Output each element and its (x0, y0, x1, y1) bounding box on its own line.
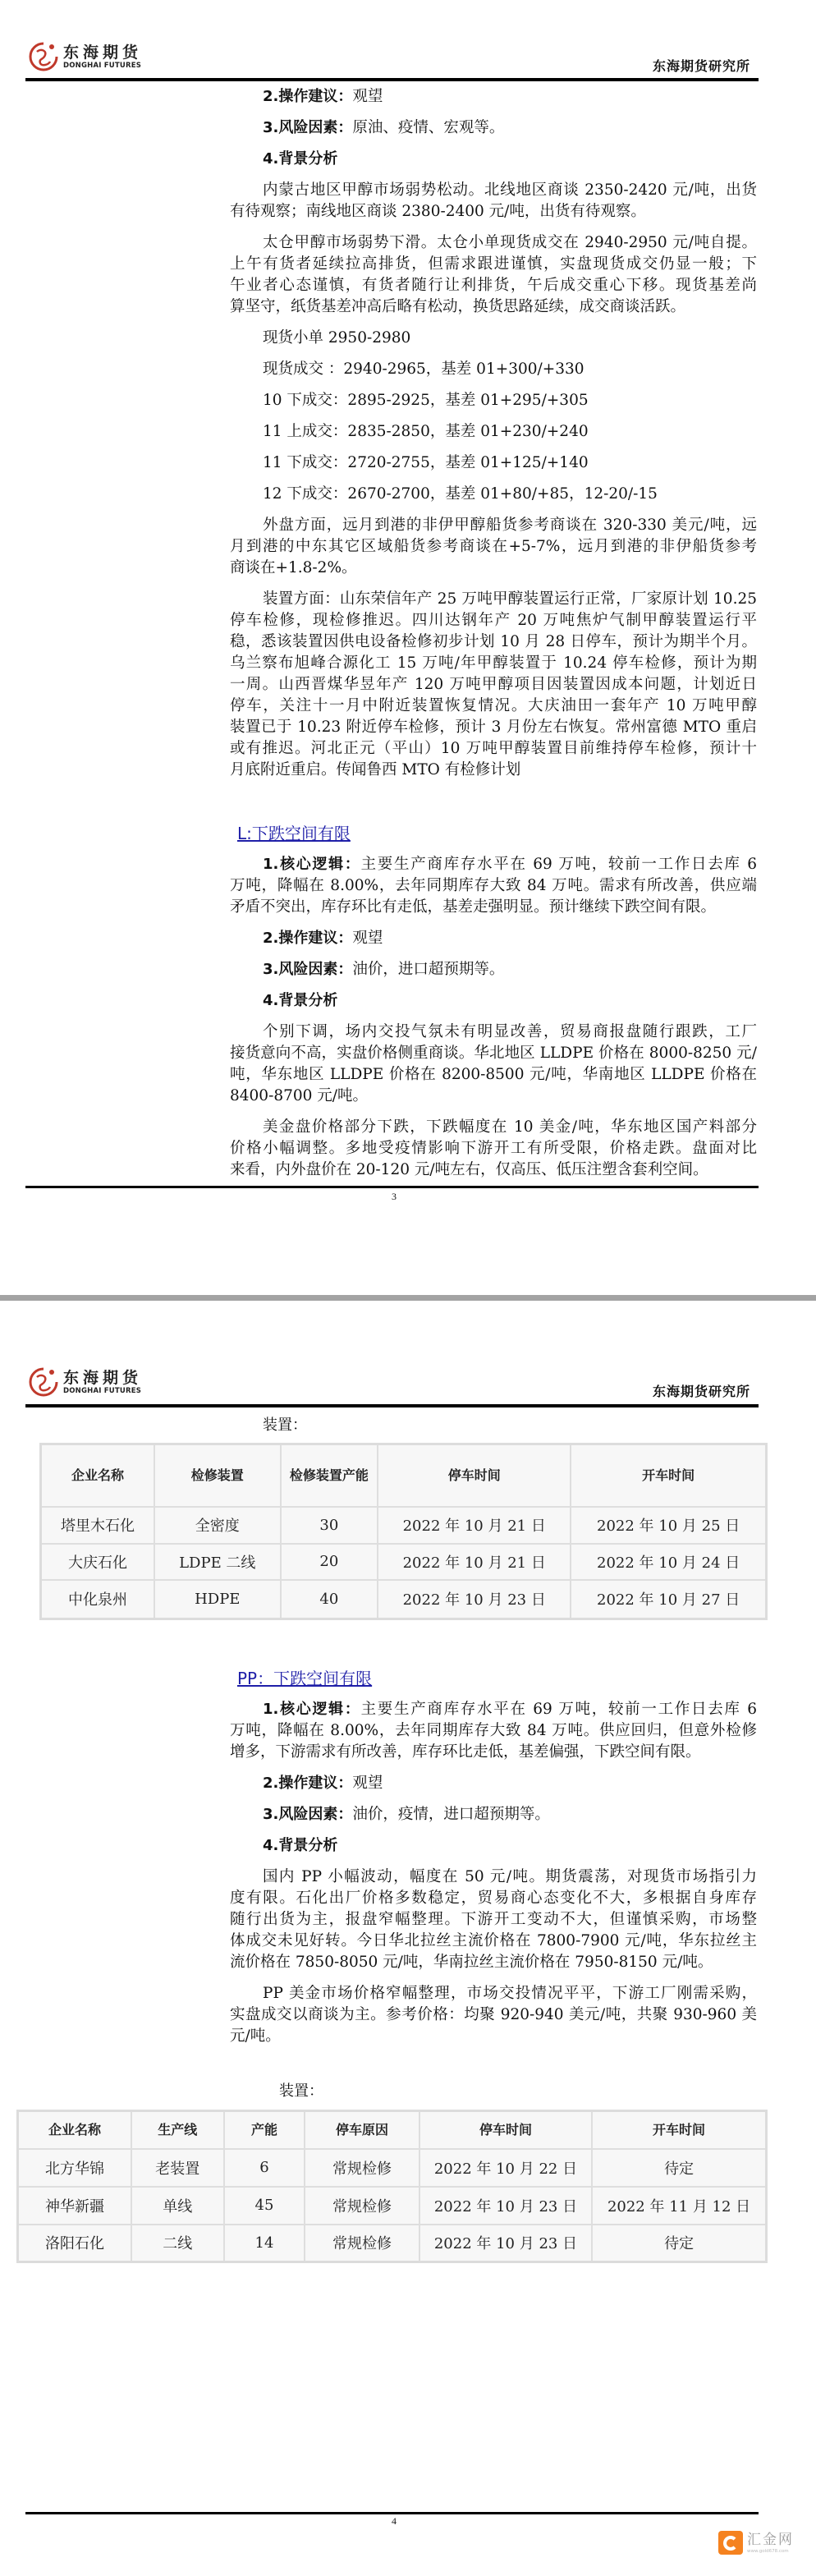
paragraph (230, 589, 757, 781)
table-row (41, 1507, 767, 1544)
text-line (230, 897, 757, 918)
text-line (230, 536, 757, 558)
table-row (18, 2225, 767, 2262)
item-label: 3.风险因素： (263, 1806, 353, 1823)
column-header: 停车时间 (419, 2111, 592, 2149)
donghai-logo (27, 1365, 146, 1399)
item-text: 内蒙古地区甲醇市场弱势松动。北线地区商谈 2350-2420 元/吨，出货 (263, 181, 757, 199)
item-text: 流价格在 7850-8050 元/吨，华南拉丝主流价格在 7950-8150 元/吨。 (230, 1954, 713, 1971)
watermark-url: www.gold678.com (747, 2548, 789, 2554)
item-text: 随行出货为主，报盘窄幅整理。下游开工变动不大，但谨慎采购，市场整 (230, 1911, 757, 1928)
table-row (41, 1580, 767, 1619)
table-cell: 二线 (131, 2225, 224, 2262)
item-text: 停车检修，现检修推迟。四川达钢年产 20 万吨焦炉气制甲醇装置运行平 (230, 612, 757, 629)
table-row (41, 1544, 767, 1580)
item-text: 太仓甲醇市场弱势下滑。太仓小单现货成交在 2940-2950 元/吨自提。 (263, 234, 757, 251)
table-header-row (18, 2111, 767, 2149)
table-cell: 2022 年 10 月 21 日 (378, 1544, 571, 1580)
item-text: 油价，疫情，进口超预期等。 (352, 1806, 550, 1823)
item-text: 12 下成交：2670-2700，基差 01+80/+85，12-20/-15 (263, 485, 658, 503)
paragraph (230, 928, 757, 949)
table-cell: 2022 年 10 月 23 日 (419, 2225, 592, 2262)
text-line (230, 631, 757, 653)
header-rule (25, 1404, 759, 1407)
table-cell: 待定 (592, 2225, 766, 2262)
text-line (230, 180, 757, 201)
table-cell: 单线 (131, 2187, 224, 2225)
pp-devices-label: 装置： (279, 2082, 323, 2100)
text-line (230, 149, 757, 170)
table-cell: 2022 年 10 月 23 日 (378, 1580, 571, 1619)
table-cell: 6 (224, 2149, 305, 2187)
column-header: 检修装置 (154, 1444, 281, 1507)
table-cell: 2022 年 10 月 27 日 (571, 1580, 766, 1619)
table-cell: 45 (224, 2187, 305, 2225)
table-cell: 待定 (592, 2149, 766, 2187)
paragraph (230, 1699, 757, 1763)
watermark-name: 汇金网 (747, 2531, 794, 2548)
table-cell: HDPE (154, 1580, 281, 1619)
paragraph (230, 117, 757, 139)
text-line (230, 2004, 757, 2026)
item-text: 8400-8700 元/吨。 (230, 1087, 369, 1104)
text-line (230, 1835, 757, 1857)
logo-cn-text: 东海期货 (63, 43, 143, 62)
item-text: 增多，下游需求有所改善，库存环比走低，基差偏强，下跌空间有限。 (230, 1743, 701, 1761)
paragraph (230, 232, 757, 318)
text-line (230, 610, 757, 631)
item-text: 来看，内外盘价在 20-120 元/吨左右，仅高压、低压注塑含套利空间。 (230, 1161, 708, 1178)
item-text: 11 上成交：2835-2850，基差 01+230/+240 (263, 423, 589, 440)
item-text: 观望 (352, 88, 383, 105)
paragraph (230, 484, 757, 505)
column-header: 开车时间 (571, 1444, 766, 1507)
item-text: 矛盾不突出，库存环比有走低，基差走强明显。预计继续下跌空间有限。 (230, 898, 717, 916)
item-label: 1.核心逻辑： (263, 856, 361, 873)
l-devices-label: 装置： (263, 1417, 307, 1434)
column-header: 企业名称 (18, 2111, 132, 2149)
text-line (230, 854, 757, 875)
logo-en-text: DONGHAI FUTURES (63, 61, 142, 70)
item-text: 油价，进口超预期等。 (352, 961, 505, 978)
text-line (230, 1909, 757, 1931)
paragraph (230, 1983, 757, 2047)
item-label: 2.操作建议： (263, 930, 353, 947)
page-number: 4 (392, 2515, 397, 2527)
paragraph (230, 1773, 757, 1794)
text-line (230, 990, 757, 1012)
donghai-logo (27, 39, 146, 74)
table-cell: 20 (281, 1544, 378, 1580)
text-line (230, 717, 757, 738)
table-cell: 2022 年 10 月 25 日 (571, 1507, 766, 1544)
table-cell: 北方华锦 (18, 2149, 132, 2187)
text-line (230, 1720, 757, 1742)
paragraph (230, 1022, 757, 1107)
paragraph (230, 854, 757, 918)
item-text: 乌兰察布旭峰合源化工 15 万吨/年甲醇装置于 10.24 停车检修，预计为期 (230, 654, 757, 672)
table-cell: 2022 年 10 月 24 日 (571, 1544, 766, 1580)
text-line (230, 328, 757, 349)
table-cell: 老装置 (131, 2149, 224, 2187)
item-text: 现货小单 2950-2980 (263, 329, 411, 347)
item-text: 装置方面：山东荣信年产 25 万吨甲醇装置运行正常，厂家原计划 10.25 (263, 590, 757, 608)
table-cell: 常规检修 (305, 2225, 419, 2262)
text-line (230, 1773, 757, 1794)
text-line (230, 558, 757, 579)
text-line (230, 86, 757, 108)
item-text: 稳，悉该装置因供电设备检修初步计划 10 月 28 日停车，预计为期半个月。 (230, 633, 757, 650)
item-text: 实盘成交以商谈为主。参考价格：均聚 920-940 美元/吨，共聚 930-960 美 (230, 2006, 757, 2023)
paragraph (230, 149, 757, 170)
item-text: 万吨，降幅在 8.00%，去年同期库存大致 84 万吨。供应回归，但意外检修 (230, 1722, 757, 1739)
item-text: 商谈在+1.8-2%。 (230, 559, 357, 576)
text-line (230, 1867, 757, 1888)
header-rule (25, 78, 759, 81)
pp-section-heading-link[interactable]: PP：下跌空间有限 (237, 1669, 373, 1688)
item-text: 有待观察；南线地区商谈 2380-2400 元/吨，出货有待观察。 (230, 203, 646, 220)
item-text: 体成交未见好转。今日华北拉丝主流价格在 7800-7900 元/吨，华东拉丝主 (230, 1932, 757, 1949)
huijin-watermark (718, 2531, 794, 2555)
item-text: 10 下成交：2895-2925，基差 01+295/+305 (263, 392, 589, 409)
item-text: 主要生产商库存水平在 69 万吨，较前一工作日去库 6 (360, 856, 757, 873)
table-cell: 洛阳石化 (18, 2225, 132, 2262)
paragraph (230, 86, 757, 108)
text-line (230, 738, 757, 760)
table-cell: 14 (224, 2225, 305, 2262)
column-header: 检修装置产能 (281, 1444, 378, 1507)
text-line (230, 696, 757, 717)
item-text: 万吨，降幅在 8.00%，去年同期库存大致 84 万吨。需求有所改善，供应端 (230, 877, 757, 894)
huijin-logo-icon (718, 2531, 743, 2555)
text-line (230, 1952, 757, 1973)
text-line (230, 1888, 757, 1909)
paragraph (230, 452, 757, 474)
text-line (230, 2026, 757, 2047)
text-line (230, 201, 757, 223)
item-text: 美金盘价格部分下跌，下跌幅度在 10 美金/吨，华东地区国产料部分 (263, 1118, 757, 1136)
item-text: 现货成交 ：2940-2965，基差 01+300/+330 (263, 360, 584, 378)
text-line (230, 674, 757, 696)
institute-name: 东海期货研究所 (652, 1384, 750, 1399)
pp-section (230, 1668, 757, 2047)
logo-cn-text: 东海期货 (63, 1368, 143, 1387)
pp-section-heading (230, 1668, 757, 1689)
l-devices-table (39, 1443, 768, 1620)
l-section-heading (230, 823, 757, 844)
text-line (230, 1931, 757, 1952)
page-3-body (230, 86, 757, 1181)
table-cell: 2022 年 10 月 21 日 (378, 1507, 571, 1544)
text-line (230, 1699, 757, 1720)
item-text: 月到港的中东其它区域船货参考商谈在+5-7%，远月到港的非伊船货参考 (230, 538, 757, 555)
paragraph (230, 959, 757, 980)
item-text: 原油、疫情、宏观等。 (352, 119, 505, 136)
table-cell: 2022 年 10 月 23 日 (419, 2187, 592, 2225)
item-text: 一周。山西晋煤华昱年产 120 万吨甲醇项目因装置因成本问题，计划近日 (230, 676, 757, 693)
table-cell: 中化泉州 (41, 1580, 154, 1619)
item-label: 4.背景分析 (263, 992, 338, 1009)
table-row (18, 2149, 767, 2187)
item-label: 4.背景分析 (263, 1837, 338, 1854)
paragraph (230, 1835, 757, 1857)
text-line (230, 275, 757, 296)
item-text: 价格小幅调整。多地受疫情影响下游开工有所受限，价格走跌。盘面对比 (230, 1140, 757, 1157)
text-line (230, 515, 757, 536)
item-label: 2.操作建议： (263, 1775, 353, 1792)
item-text: 外盘方面，远月到港的非伊甲醇船货参考商谈在 320-330 美元/吨，远 (263, 517, 757, 534)
table-cell: 40 (281, 1580, 378, 1619)
column-header: 产能 (224, 2111, 305, 2149)
item-text: 11 下成交：2720-2755，基差 01+125/+140 (263, 454, 589, 471)
text-line (230, 1064, 757, 1086)
paragraph (230, 1117, 757, 1181)
text-line (230, 1804, 757, 1825)
item-text: PP 美金市场价格窄幅整理，市场交投情况平平，下游工厂刚需采购， (263, 1985, 757, 2002)
table-cell: 塔里木石化 (41, 1507, 154, 1544)
table-cell: 30 (281, 1507, 378, 1544)
text-line (230, 296, 757, 318)
item-text: 停车，关注十一月中附近装置恢复情况。大庆油田一套年产 10 万吨甲醇 (230, 697, 757, 714)
institute-name: 东海期货研究所 (652, 58, 750, 74)
item-text: 吨，华东地区 LLDPE 价格在 8200-8500 元/吨，华南地区 LLDPE 价格在 (230, 1066, 757, 1083)
item-text: 国内 PP 小幅波动，幅度在 50 元/吨。期货震荡，对现货市场指引力 (263, 1868, 757, 1885)
table-row (18, 2187, 767, 2225)
column-header: 企业名称 (41, 1444, 154, 1507)
paragraph (230, 990, 757, 1012)
item-text: 午业者心态谨慎，有货者随行让利排货，午后成交重心下移。现货基差尚 (230, 277, 757, 294)
item-label: 3.风险因素： (263, 119, 353, 136)
item-text: 个别下调，场内交投气氛未有明显改善，贸易商报盘随行跟跌，工厂 (263, 1023, 757, 1040)
text-line (230, 484, 757, 505)
text-line (230, 959, 757, 980)
item-text: 元/吨。 (230, 2027, 281, 2045)
item-text: 接货意向不高，实盘价格侧重商谈。华北地区 LLDPE 价格在 8000-8250 元/ (230, 1045, 757, 1062)
item-label: 1.核心逻辑： (263, 1701, 361, 1718)
footer-rule (25, 1186, 759, 1188)
item-text: 观望 (352, 930, 383, 947)
table-cell: 2022 年 11 月 12 日 (592, 2187, 766, 2225)
table-cell: 2022 年 10 月 22 日 (419, 2149, 592, 2187)
pp-devices-table (16, 2110, 768, 2263)
item-label: 4.背景分析 (263, 150, 338, 168)
table-cell: 常规检修 (305, 2149, 419, 2187)
column-header: 生产线 (131, 2111, 224, 2149)
text-line (230, 760, 757, 781)
item-text: 装置已于 10.23 附近停车检修，预计 3 月份左右恢复。常州富德 MTO 重启 (230, 719, 757, 736)
column-header: 停车时间 (378, 1444, 571, 1507)
text-line (230, 1086, 757, 1107)
item-text: 主要生产商库存水平在 69 万吨，较前一工作日去库 6 (360, 1701, 757, 1718)
item-text: 观望 (352, 1775, 383, 1792)
item-text: 上午有货者延续拉高排货，但需求跟进谨慎，实盘现货成交仍显一般；下 (230, 255, 757, 273)
paragraph (230, 390, 757, 411)
paragraph (230, 421, 757, 443)
table-cell: 全密度 (154, 1507, 281, 1544)
column-header: 开车时间 (592, 2111, 766, 2149)
item-text: 算坚守，纸货基差冲高后略有松动，换货思路延续，成交商谈活跃。 (230, 298, 686, 315)
text-line (230, 421, 757, 443)
text-line (230, 1043, 757, 1064)
paragraph (230, 359, 757, 380)
text-line (230, 875, 757, 897)
text-line (230, 928, 757, 949)
l-section-heading-link[interactable]: L:下跌空间有限 (237, 824, 351, 843)
text-line (230, 1022, 757, 1043)
text-line (230, 232, 757, 254)
table-cell: 常规检修 (305, 2187, 419, 2225)
paragraph (230, 180, 757, 223)
text-line (230, 452, 757, 474)
paragraph (230, 1804, 757, 1825)
table-header-row (41, 1444, 767, 1507)
item-text: 度有限。石化出厂价格多数稳定，贸易商心态变化不大，多根据自身库存 (230, 1890, 757, 1907)
item-text: 或有推迟。河北正元（平山）10 万吨甲醇装置目前维持停车检修，预计十 (230, 740, 757, 757)
column-header: 停车原因 (305, 2111, 419, 2149)
logo-en-text: DONGHAI FUTURES (63, 1386, 142, 1395)
table-cell: LDPE 二线 (154, 1544, 281, 1580)
text-line (230, 653, 757, 674)
paragraph (230, 515, 757, 579)
paragraph (230, 328, 757, 349)
text-line (230, 1742, 757, 1763)
footer-rule (25, 2512, 759, 2514)
text-line (230, 1983, 757, 2004)
dragon-logo-icon (27, 40, 60, 73)
text-line (230, 359, 757, 380)
paragraph (230, 1867, 757, 1973)
page-number: 3 (392, 1191, 397, 1202)
dragon-logo-icon (27, 1366, 60, 1398)
page-separator (0, 1295, 816, 1301)
text-line (230, 1117, 757, 1138)
table-cell: 神华新疆 (18, 2187, 132, 2225)
table-cell: 大庆石化 (41, 1544, 154, 1580)
item-label: 3.风险因素： (263, 961, 353, 978)
text-line (230, 589, 757, 610)
text-line (230, 1159, 757, 1181)
item-label: 2.操作建议： (263, 88, 353, 105)
item-text: 月底附近重启。传闻鲁西 MTO 有检修计划 (230, 761, 521, 778)
text-line (230, 1138, 757, 1159)
text-line (230, 254, 757, 275)
text-line (230, 117, 757, 139)
text-line (230, 390, 757, 411)
